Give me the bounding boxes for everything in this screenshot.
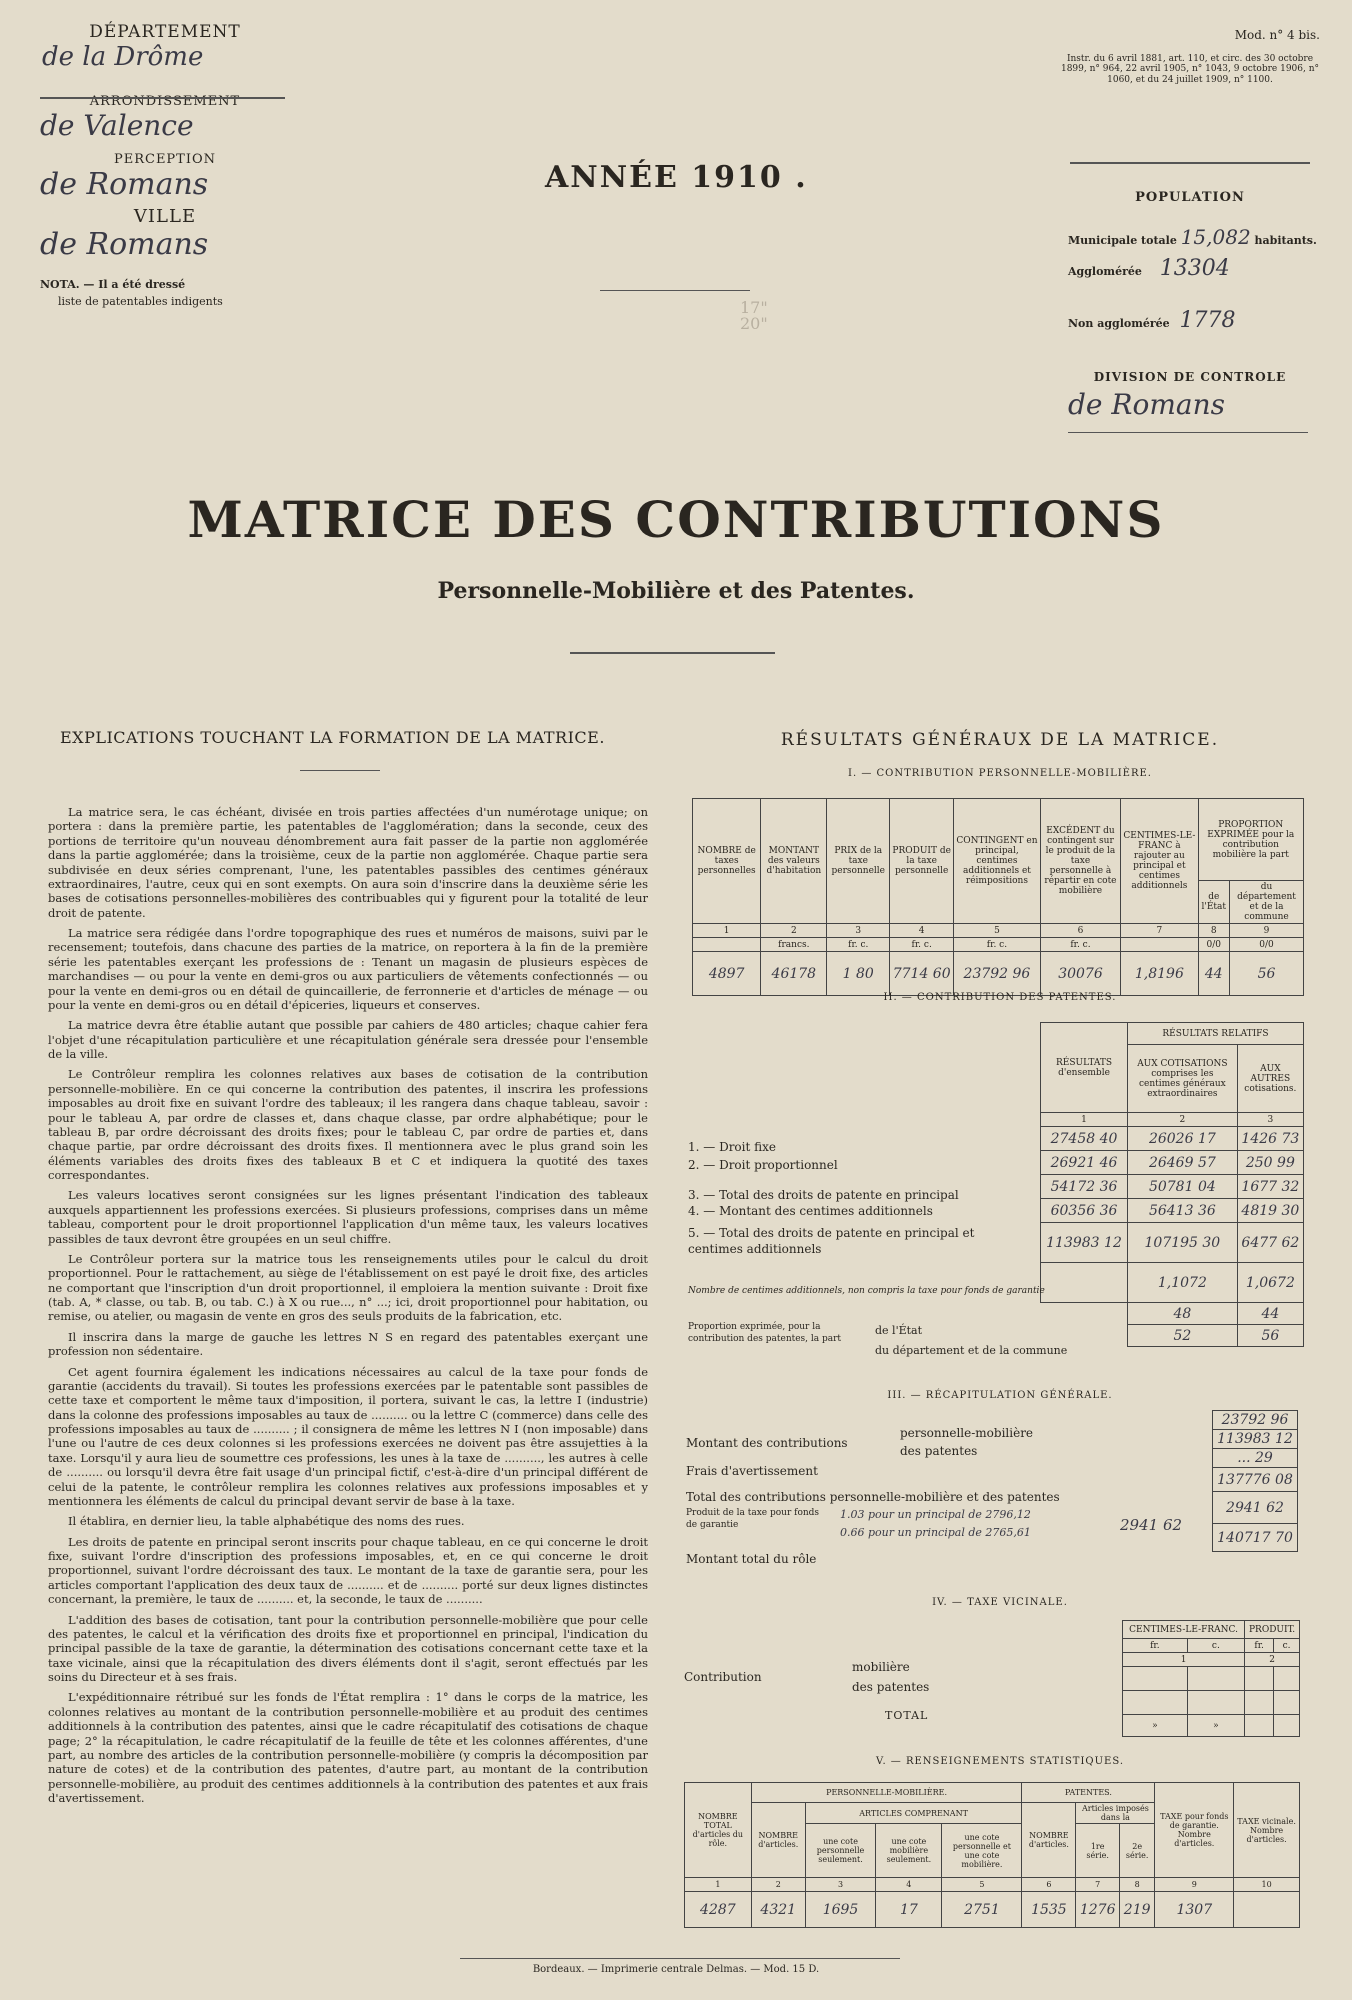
s1-header: EXCÉDENT du contingent sur le produit de la taxe personnelle à répartir en cote mobilière xyxy=(1040,799,1121,924)
non-agglomeree-label: Non agglomérée xyxy=(1068,317,1170,330)
s2-value: 107195 30 xyxy=(1128,1223,1238,1263)
explication-paragraph: Le Contrôleur remplira les colonnes relatives aux bases de cotisation de la contribution personnelle-mobilière. En ce qui concerne la contribution des patentes, il inscrira les professions imposables au droit fixe en suivant l'ordre des tableaux; il les rangera dans chaque tableau, savoir : pour le tableau A, par ordre de classes et, dans chaque classe, par ordre alphabétique; pour le tableau B, par ordre décroissant des droits fixes; pour le tableau C, par ordre de parties et, dans chaque partie, par ordre décroissant des droits fixes. Il mentionnera avec le plus grand soin les éléments variables des droits fixes des tableaux B et C et indiquera la quotité des taxes correspondantes. xyxy=(48,1067,648,1182)
divider xyxy=(40,97,285,99)
s1-group-header: PROPORTION EXPRIMÉE pour la contribution mobilière la part xyxy=(1198,799,1303,881)
col-number: 9 xyxy=(1230,924,1304,938)
col-number: 6 xyxy=(1040,924,1121,938)
agglomeree-value: 13304 xyxy=(1159,256,1230,281)
col-number: 5 xyxy=(942,1878,1022,1892)
s2-header: AUX COTISATIONS comprises les centimes généraux extraordinaires xyxy=(1128,1045,1238,1113)
s2-row-label: 4. — Montant des centimes additionnels xyxy=(688,1204,933,1218)
non-agglomeree-row xyxy=(1068,308,1236,333)
explication-paragraph: Il inscrira dans la marge de gauche les lettres N S en regard des patentables exerçant une profession non sédentaire. xyxy=(48,1329,648,1359)
col-number: 4 xyxy=(890,924,954,938)
col-number: 9 xyxy=(1155,1878,1234,1892)
unit: fr. xyxy=(1245,1639,1274,1653)
agglomeree-label: Agglomérée xyxy=(1068,265,1142,278)
s3-roles-label: Montant total du rôle xyxy=(686,1552,817,1566)
s2-centimes-value: 1,0672 xyxy=(1237,1263,1303,1303)
s2-row-label: 3. — Total des droits de patente en principal xyxy=(688,1188,959,1202)
ville-label: VILLE xyxy=(133,206,197,227)
section1-table xyxy=(692,798,1304,996)
s5-value: 4321 xyxy=(751,1892,805,1928)
s2-value: 4819 30 xyxy=(1237,1199,1303,1223)
s5-value: 1276 xyxy=(1076,1892,1119,1928)
annee: ANNÉE 1910 . xyxy=(545,160,808,195)
explication-paragraph: L'expéditionnaire rétribué sur les fonds de l'État remplira : 1° dans le corps de la matrice, les colonnes relatives au montant de la contribution personnelle-mobilière et au produit des centimes additionnels à la contribution des patentes, ainsi que le cadre récapitulatif des cotisations de chaque page; 2° la récapitulation, le cadre récapitulatif de la feuille de tête et les colonnes afférentes, d'une part, au nombre des articles de la contribution personnelle-mobilière (y compris la décomposition par nature de cotes) et de la contribution des patentes, d'autre part, au montant de la contribution personnelle-mobilière, au produit des centimes additionnels à la contribution des patentes et aux frais d'avertissement. xyxy=(48,1690,648,1805)
s2-value: 60356 36 xyxy=(1041,1199,1128,1223)
municipale-row xyxy=(1068,225,1317,249)
unit: fr. c. xyxy=(1040,938,1121,952)
col-number: 3 xyxy=(827,924,890,938)
s3-garantie-line2: 0.66 pour un principal de 2765,61 xyxy=(840,1526,1031,1539)
explication-paragraph: L'addition des bases de cotisation, tant pour la contribution personnelle-mobilière que pour celle des patentes, le calcul et la vérification des droits fixe et proportionnel en principal, l'indication du principal passible de la taxe de garantie, la détermination des cotisations concernant cette taxe et la taxe vicinale, ainsi que la récapitulation des divers éléments dont il s'agit, seront effectués par les soins du Directeur et à ses frais. xyxy=(48,1612,648,1684)
s3-total-label: Total des contributions personnelle-mobilière et des patentes xyxy=(686,1490,1060,1504)
unit: fr. c. xyxy=(954,938,1040,952)
section1-title: I. — CONTRIBUTION PERSONNELLE-MOBILIÈRE. xyxy=(848,768,1152,779)
s2-value: 250 99 xyxy=(1237,1151,1303,1175)
arrondissement-value: de Valence xyxy=(40,109,194,142)
s1-header: PRODUIT de la taxe personnelle xyxy=(890,799,954,924)
s2-etat-value: 48 xyxy=(1128,1303,1238,1325)
s1-value: 7714 60 xyxy=(890,952,954,996)
s2-row-label: 1. — Droit fixe xyxy=(688,1140,777,1154)
s3-frais-value: ... 29 xyxy=(1213,1449,1298,1468)
explications-body xyxy=(48,805,648,1811)
s4-contrib-label: Contribution xyxy=(684,1670,762,1684)
explication-paragraph: Cet agent fournira également les indications nécessaires au calcul de la taxe pour fonds de garantie (accidents du travail). Si toutes les professions exercées par le patentable sont passibles de cette taxe et comportent le même taux d'imposition, il portera, suivant le cas, la lettre I (industrie) dans la colonne des professions imposables au taux de .......... ou la lettre C (commerce) dans celle des professions imposables au taux de .......... ; il consignera de même les lettres N I (non imposable) dans l'une ou l'autre de ces deux colonnes si les professions exercées ne doivent pas être assujetties à la taxe. Lorsqu'il y aura lieu de soumettre ces professions, les unes à la taxe de .........., les autres à celle de .......... ou lorsqu'il devra être fait usage d'un principal fictif, c'est-à-dire d'un principal différent de celui de la patente, le contrôleur remplira les colonnes relatives aux professions imposables et y mentionnera les éléments de calcul du principal devant servir de base à la taxe. xyxy=(48,1364,648,1508)
municipale-label: Municipale totale xyxy=(1068,234,1177,247)
s2-group-header: RÉSULTATS RELATIFS xyxy=(1128,1023,1304,1045)
section2-header-table xyxy=(1040,1022,1304,1347)
unit: 0/0 xyxy=(1198,938,1230,952)
s3-montant-label: Montant des contributions xyxy=(686,1436,848,1450)
s2-value: 26921 46 xyxy=(1041,1151,1128,1175)
s5-header: NOMBRE TOTAL d'articles du rôle. xyxy=(685,1783,752,1878)
col-number: 7 xyxy=(1076,1878,1119,1892)
s2-etat-value: 44 xyxy=(1237,1303,1303,1325)
s2-value: 113983 12 xyxy=(1041,1223,1128,1263)
col-number: 5 xyxy=(954,924,1040,938)
s1-header: CONTINGENT en principal, centimes additionnels et réimpositions xyxy=(954,799,1040,924)
header-left xyxy=(40,22,290,308)
explication-paragraph: La matrice devra être établie autant que possible par cahiers de 480 articles; chaque cahier fera l'objet d'une récapitulation particulière et une récapitulation générale sera dressée pour l'ensemble de la ville. xyxy=(48,1018,648,1061)
explication-paragraph: La matrice sera, le cas échéant, divisée en trois parties affectées d'un numérotage unique; on portera : dans la première partie, les patentables de l'agglomération; dans la seconde, ceux des portions de territoire qu'un nouveau dénombrement aura fait passer de la partie non agglomérée dans la partie agglomérée; dans la troisième, ceux de la partie non agglomérée. Chaque partie sera subdivisée en deux séries comprenant, l'une, les patentables passibles des centimes généraux extraordinaires, l'autre, ceux qui en sont exempts. On aura soin d'inscrire dans la deuxième série les bases de cotisations personnelles-mobilières des contribuables qui y figurent pour la totalité de leur droit de patente. xyxy=(48,805,648,920)
section3-title: III. — RÉCAPITULATION GÉNÉRALE. xyxy=(887,1390,1113,1401)
s3-roles-value: 140717 70 xyxy=(1213,1524,1298,1552)
s5-group-header: PERSONNELLE-MOBILIÈRE. xyxy=(751,1783,1022,1803)
s5-value: 1307 xyxy=(1155,1892,1234,1928)
s4-header: PRODUIT. xyxy=(1245,1621,1300,1639)
s5-header: une cote personnelle seulement. xyxy=(805,1824,875,1878)
divider xyxy=(1068,432,1308,433)
divider xyxy=(460,1958,900,1959)
explication-paragraph: Le Contrôleur portera sur la matrice tous les renseignements utiles pour le calcul du droit proportionnel. Pour le rattachement, au siège de l'établissement on est payé le droit fixe, des articles ne comportant que l'inscription d'un droit proportionnel, il emploiera la mention suivante : Droit fixe (tab. A, * classe, ou tab. B, ou tab. C.) à X ou rue..., n° ...; ici, droit proportionnel pour habitation, ou remise, ou atelier, ou magasin de vente en gros des seuls produits de la fabrication, etc. xyxy=(48,1251,648,1324)
s3-pm-label: personnelle-mobilière xyxy=(900,1426,1034,1440)
s5-group-header: PATENTES. xyxy=(1022,1783,1155,1803)
explication-paragraph: Il établira, en dernier lieu, la table alphabétique des noms des rues. xyxy=(68,1514,465,1529)
section5-title: V. — RENSEIGNEMENTS STATISTIQUES. xyxy=(875,1756,1125,1767)
s5-header: NOMBRE d'articles. xyxy=(751,1803,805,1878)
section5-table xyxy=(684,1782,1300,1928)
s4-total-label: TOTAL xyxy=(885,1709,929,1722)
header-right xyxy=(1060,28,1320,85)
s5-header: TAXE pour fonds de garantie. Nombre d'articles. xyxy=(1155,1783,1234,1878)
s2-value: 50781 04 xyxy=(1128,1175,1238,1199)
s5-header: TAXE vicinale. Nombre d'articles. xyxy=(1234,1783,1300,1878)
s5-header: 1re série. xyxy=(1076,1824,1119,1878)
col-number: 4 xyxy=(876,1878,942,1892)
agglomeree-row xyxy=(1068,256,1230,281)
s1-header: de l'État xyxy=(1198,881,1230,924)
col-number: 1 xyxy=(1123,1653,1245,1667)
s4-total-mark: » xyxy=(1187,1715,1244,1737)
arrondissement-label: ARRONDISSEMENT xyxy=(89,94,241,109)
ornament-divider xyxy=(600,290,750,291)
s1-header: NOMBRE de taxes personnelles xyxy=(693,799,761,924)
s3-garantie-line1: 1.03 pour un principal de 2796,12 xyxy=(840,1508,1031,1521)
unit xyxy=(1121,938,1198,952)
unit: fr. xyxy=(1123,1639,1188,1653)
s5-subgroup-header: Articles imposés dans la xyxy=(1076,1803,1155,1824)
s3-pm-value: 23792 96 xyxy=(1213,1411,1298,1430)
s4-pat-label: des patentes xyxy=(852,1680,930,1694)
s5-header: NOMBRE d'articles. xyxy=(1022,1803,1076,1878)
col-number: 1 xyxy=(685,1878,752,1892)
s2-header: AUX AUTRES cotisations. xyxy=(1237,1045,1303,1113)
section4-title: IV. — TAXE VICINALE. xyxy=(932,1597,1068,1608)
s1-value: 1,8196 xyxy=(1121,952,1198,996)
col-number: 2 xyxy=(1128,1113,1238,1127)
col-number: 2 xyxy=(761,924,827,938)
col-number: 6 xyxy=(1022,1878,1076,1892)
s1-header: CENTIMES-LE-FRANC à rajouter au principal et centimes additionnels xyxy=(1121,799,1198,924)
perception-value: de Romans xyxy=(40,167,209,202)
unit: c. xyxy=(1274,1639,1300,1653)
s2-dept-value: 52 xyxy=(1128,1325,1238,1347)
s2-value: 54172 36 xyxy=(1041,1175,1128,1199)
s3-frais-label: Frais d'avertissement xyxy=(686,1464,818,1478)
population-label: POPULATION xyxy=(1135,190,1245,205)
s1-value: 1 80 xyxy=(827,952,890,996)
division-value: de Romans xyxy=(1068,388,1225,421)
explication-paragraph: Les droits de patente en principal seront inscrits pour chaque tableau, en ce qui concerne le droit fixe, suivant l'ordre d'inscription des professions imposables, et, en ce qui concerne le droit proportionnel, suivant l'ordre décroissant des taux. Le montant de la taxe de garantie sera, pour les articles comportant l'application des deux taux de .......... et de .......... porté sur deux lignes distinctes concernant, la première, le taux de .......... et, la seconde, le taux de .......... xyxy=(48,1534,648,1607)
s2-row-label: 2. — Droit proportionnel xyxy=(688,1158,838,1172)
s3-garantie-subtotal: 2941 62 xyxy=(1120,1516,1183,1534)
instructions: Instr. du 6 avril 1881, art. 110, et circ. des 30 octobre 1899, n° 964, 22 avril 1905, n° 1043, 9 octobre 1906, n° 1060, et du 24 juillet 1909, n° 1100. xyxy=(1060,54,1320,85)
s1-value: 23792 96 xyxy=(954,952,1040,996)
s4-header: CENTIMES-LE-FRANC. xyxy=(1123,1621,1245,1639)
municipale-value: 15,082 xyxy=(1180,225,1251,249)
s1-value: 4897 xyxy=(693,952,761,996)
s2-value: 6477 62 xyxy=(1237,1223,1303,1263)
division-label: DIVISION DE CONTROLE xyxy=(1093,370,1287,384)
s1-header: MONTANT des valeurs d'habitation xyxy=(761,799,827,924)
s1-header: du département et de la commune xyxy=(1230,881,1304,924)
col-number: 7 xyxy=(1121,924,1198,938)
unit xyxy=(693,938,761,952)
section2-title: II. — CONTRIBUTION DES PATENTES. xyxy=(883,992,1117,1003)
s5-value: 4287 xyxy=(685,1892,752,1928)
perception-label: PERCEPTION xyxy=(113,152,217,167)
departement-label: DÉPARTEMENT xyxy=(89,22,241,42)
s2-dept-label: du département et de la commune xyxy=(875,1344,1068,1357)
section4-table xyxy=(1122,1620,1300,1737)
col-number: 10 xyxy=(1234,1878,1300,1892)
col-number: 2 xyxy=(1245,1653,1300,1667)
col-number: 3 xyxy=(805,1878,875,1892)
divider xyxy=(1070,162,1310,164)
s2-proportion-label: Proportion exprimée, pour la contribution des patentes, la part xyxy=(688,1322,842,1344)
unit: francs. xyxy=(761,938,827,952)
s1-value: 46178 xyxy=(761,952,827,996)
nota-line2: liste de patentables indigents xyxy=(58,295,223,308)
s5-value xyxy=(1234,1892,1300,1928)
page-subtitle: Personnelle-Mobilière et des Patentes. xyxy=(437,578,915,604)
non-agglomeree-value: 1778 xyxy=(1179,308,1236,333)
s2-value: 56413 36 xyxy=(1128,1199,1238,1223)
col-number: 8 xyxy=(1119,1878,1154,1892)
s1-value: 44 xyxy=(1198,952,1230,996)
page-title: MATRICE DES CONTRIBUTIONS xyxy=(187,490,1165,549)
explication-paragraph: La matrice sera rédigée dans l'ordre topographique des rues et numéros de maisons, suivi par le recensement; toutefois, dans chacune des parties de la matrice, on reportera à la fin de la première série les patentables exerçant les professions de : Tenant un magasin de plusieurs espèces de marchandises — ou pour la vente en demi-gros ou aux particuliers de vêtements confectionnés — ou pour la vente en demi-gros ou en détail de quincaillerie, de ferronnerie et d'articles de ménage — ou pour la vente en demi-gros ou en détail d'épiceries, liqueurs et conserves. xyxy=(48,926,648,1012)
explications-heading: EXPLICATIONS TOUCHANT LA FORMATION DE LA MATRICE. xyxy=(60,728,605,747)
nota-line1: NOTA. — Il a été dressé xyxy=(40,278,186,291)
s5-header: une cote mobilière seulement. xyxy=(876,1824,942,1878)
col-number: 1 xyxy=(693,924,761,938)
s2-centimes-value: 1,1072 xyxy=(1128,1263,1238,1303)
unit: c. xyxy=(1187,1639,1244,1653)
s3-total-value: 137776 08 xyxy=(1213,1468,1298,1492)
s2-row-label: 5. — Total des droits de patente en principal et centimes additionnels xyxy=(688,1226,975,1256)
s3-garantie-label: Produit de la taxe pour fonds de garantie xyxy=(686,1508,820,1530)
divider xyxy=(300,770,380,771)
col-number: 8 xyxy=(1198,924,1230,938)
model-number: Mod. n° 4 bis. xyxy=(1234,28,1320,42)
s4-mob-label: mobilière xyxy=(852,1660,910,1674)
col-number: 3 xyxy=(1237,1113,1303,1127)
s3-garantie-value: 2941 62 xyxy=(1213,1492,1298,1524)
explication-paragraph: Les valeurs locatives seront consignées sur les lignes présentant l'indication des tableaux auxquels appartiennent les professions exercées. Si plusieurs professions, comprises dans un même tableau, comportent pour le droit proportionnel l'application d'un même taux, les valeurs locatives passibles de taux devront être groupées en un seul chiffre. xyxy=(48,1188,648,1246)
unit: 0/0 xyxy=(1230,938,1304,952)
habitants-label: habitants. xyxy=(1254,234,1317,247)
s5-header: une cote personnelle et une cote mobilière. xyxy=(942,1824,1022,1878)
s2-value: 26469 57 xyxy=(1128,1151,1238,1175)
unit: fr. c. xyxy=(890,938,954,952)
s5-value: 1695 xyxy=(805,1892,875,1928)
s3-pat-value: 113983 12 xyxy=(1213,1430,1298,1449)
s1-value: 30076 xyxy=(1040,952,1121,996)
s2-value: 1677 32 xyxy=(1237,1175,1303,1199)
s4-total-mark: » xyxy=(1123,1715,1188,1737)
resultats-heading: RÉSULTATS GÉNÉRAUX DE LA MATRICE. xyxy=(780,730,1220,750)
s5-value: 17 xyxy=(876,1892,942,1928)
col-number: 1 xyxy=(1041,1113,1128,1127)
printer-footer: Bordeaux. — Imprimerie centrale Delmas. — Mod. 15 D. xyxy=(532,1964,820,1975)
section3-values xyxy=(1212,1410,1298,1552)
departement-value: de la Drôme xyxy=(42,42,204,72)
pencil-note: 17" 20" xyxy=(740,298,768,333)
s2-etat-label: de l'État xyxy=(875,1324,923,1337)
s2-value: 26026 17 xyxy=(1128,1127,1238,1151)
s5-header: 2e série. xyxy=(1119,1824,1154,1878)
s5-value: 2751 xyxy=(942,1892,1022,1928)
s2-centimes-label: Nombre de centimes additionnels, non compris la taxe pour fonds de garantie xyxy=(688,1286,1045,1296)
s3-pat-label: des patentes xyxy=(900,1444,978,1458)
ville-value: de Romans xyxy=(40,227,209,262)
s1-header: PRIX de la taxe personnelle xyxy=(827,799,890,924)
s5-value: 1535 xyxy=(1022,1892,1076,1928)
s5-value: 219 xyxy=(1119,1892,1154,1928)
col-number: 2 xyxy=(751,1878,805,1892)
divider xyxy=(570,652,775,654)
unit: fr. c. xyxy=(827,938,890,952)
s1-value: 56 xyxy=(1230,952,1304,996)
s2-header: RÉSULTATS d'ensemble xyxy=(1041,1023,1128,1113)
s2-value: 27458 40 xyxy=(1041,1127,1128,1151)
s2-value: 1426 73 xyxy=(1237,1127,1303,1151)
s2-dept-value: 56 xyxy=(1237,1325,1303,1347)
s5-subgroup-header: ARTICLES COMPRENANT xyxy=(805,1803,1022,1824)
